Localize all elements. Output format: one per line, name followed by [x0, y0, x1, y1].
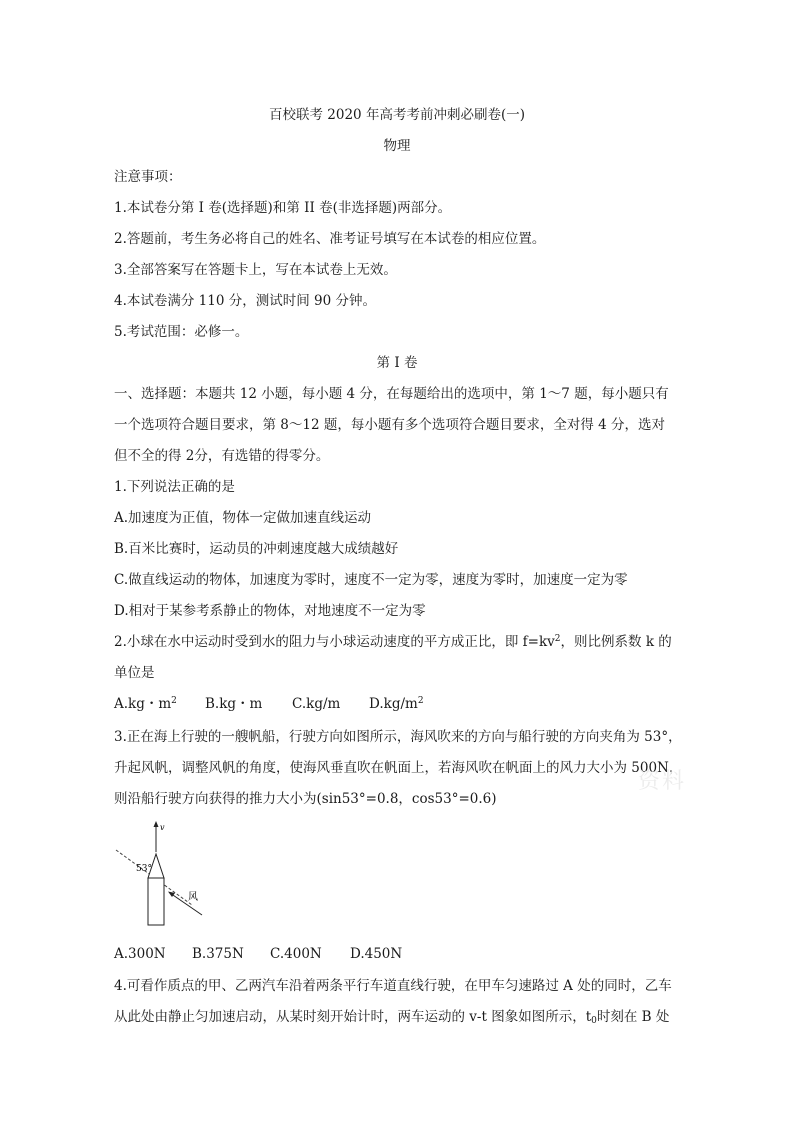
note-item: 2.答题前，考生务必将自己的姓名、准考证号填写在本试卷的相应位置。	[114, 231, 546, 247]
q4-stem-line1: 4.可看作质点的甲、乙两汽车沿着两条平行车道直线行驶，在甲车匀速路过 A 处的同时，乙车	[114, 978, 672, 994]
q1-option-b: B.百米比赛时，运动员的冲刺速度越大成绩越好	[114, 541, 399, 557]
wind-label: 风	[188, 892, 198, 903]
boat-hull	[148, 878, 164, 925]
q2-stem-text: 2.小球在水中运动时受到水的阻力与小球运动速度的平方成正比，即 f=kv	[114, 634, 555, 650]
note-item: 1.本试卷分第 I 卷(选择题)和第 II 卷(非选择题)两部分。	[114, 200, 452, 216]
q2-option-b: B.kg・m	[205, 696, 263, 712]
velocity-label: v	[160, 823, 165, 832]
section-intro: 但不全的得 2分，有选错的得零分。	[114, 448, 330, 464]
q3-option-d: D.450N	[350, 946, 403, 962]
angle-label: 53°	[136, 864, 152, 874]
note-item: 3.全部答案写在答题卡上，写在本试卷上无效。	[114, 262, 397, 278]
note-item: 5.考试范围：必修一。	[114, 324, 249, 340]
q3-stem: 则沿船行驶方向获得的推力大小为(sin53°=0.8，cos53°=0.6)	[114, 791, 497, 807]
q2-stem-line1	[114, 632, 704, 652]
q2-option-a-exponent: 2	[171, 696, 177, 706]
q2-exponent: 2	[554, 634, 561, 644]
q4-stem-text: 时刻在 B 处	[596, 1009, 670, 1025]
q2-option-d-text: D.kg/m	[369, 696, 418, 712]
q2-stem-line2: 单位是	[114, 665, 155, 681]
watermark: 资料	[638, 769, 687, 794]
q1-stem: 1.下列说法正确的是	[114, 479, 235, 495]
sailboat-figure	[112, 818, 212, 930]
q4-time-subscript: 0	[591, 1016, 597, 1026]
q3-option-b: B.375N	[192, 946, 244, 962]
q4-stem-text: 从此处由静止匀加速启动，从某时刻开始计时，两车运动的 v-t 图象如图所示，	[114, 1009, 586, 1025]
q2-stem-text: ，则比例系数 k 的	[560, 634, 672, 650]
q3-option-c: C.400N	[270, 946, 322, 962]
velocity-arrowhead	[154, 821, 159, 827]
q1-option-c: C.做直线运动的物体，加速度为零时，速度不一定为零，速度为零时，加速度一定为零	[114, 572, 628, 588]
subject-title: 物理	[383, 138, 411, 154]
q2-option-a	[114, 694, 177, 714]
notes-heading: 注意事项：	[114, 169, 182, 185]
q1-option-a: A.加速度为正值，物体一定做加速直线运动	[114, 510, 372, 526]
q2-option-d-exponent: 2	[417, 696, 424, 706]
q4-stem-line2	[114, 1007, 704, 1027]
section-title: 第 I 卷	[376, 355, 418, 371]
q3-option-a: A.300N	[114, 946, 166, 962]
paper-title: 百校联考 2020 年高考考前冲刺必刷卷(一)	[269, 107, 525, 123]
q2-option-c: C.kg/m	[292, 696, 341, 712]
q2-option-d	[369, 694, 424, 714]
q3-stem: 3.正在海上行驶的一艘帆船，行驶方向如图所示，海风吹来的方向与船行驶的方向夹角为 53°，	[114, 729, 682, 745]
q2-option-a-text: A.kg・m	[114, 696, 172, 712]
section-intro: 一个选项符合题目要求，第 8～12 题，每小题有多个选项符合题目要求，全对得 4 分，选对	[114, 417, 666, 433]
q3-stem: 升起风帆，调整风帆的角度，使海风垂直吹在帆面上，若海风吹在帆面上的风力大小为 500N，	[114, 760, 683, 776]
section-intro: 一、选择题：本题共 12 小题，每小题 4 分，在每题给出的选项中，第 1～7 题，每小题只有	[114, 386, 669, 402]
q4-time-symbol: t	[585, 1009, 592, 1025]
q1-option-d: D.相对于某参考系静止的物体，对地速度不一定为零	[114, 603, 426, 619]
note-item: 4.本试卷满分 110 分，测试时间 90 分钟。	[114, 293, 376, 309]
